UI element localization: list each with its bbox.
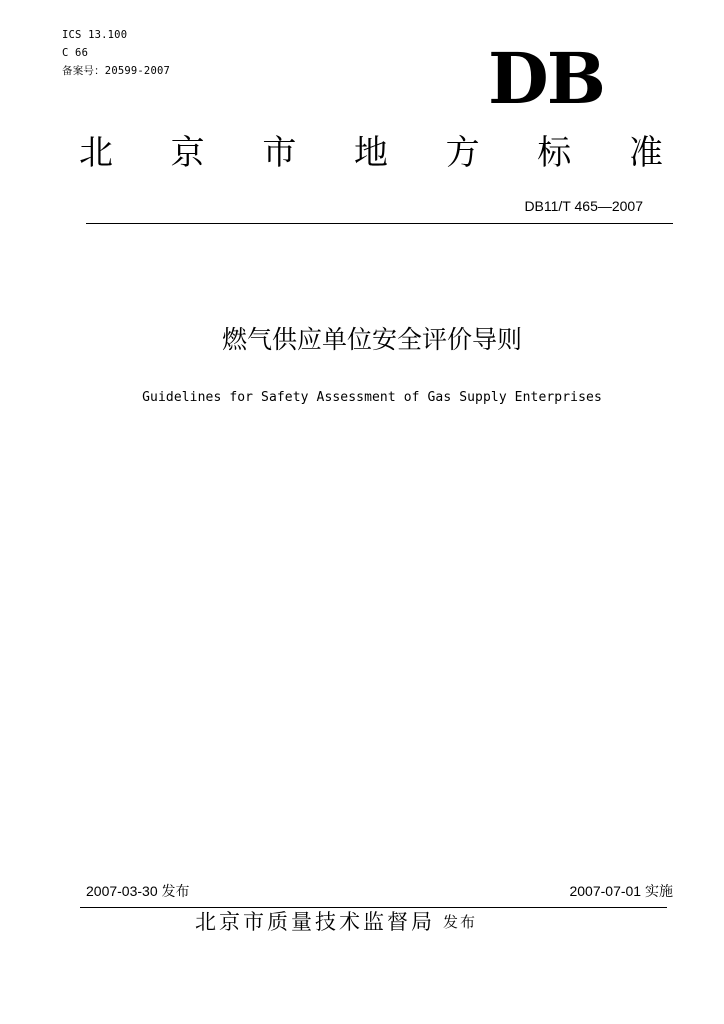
ics-code: ICS 13.100 (62, 29, 128, 41)
standard-type-title (76, 128, 666, 178)
issued-label: 发布 (443, 913, 478, 931)
standard-title-char: 准 (628, 133, 663, 173)
standard-title-char: 市 (262, 133, 297, 173)
issuer-line (195, 906, 477, 938)
issuing-authority: 北京市质量技术监督局 (195, 910, 435, 934)
filing-number: 备案号：20599-2007 (62, 65, 171, 77)
standard-title-char: 标 (537, 133, 572, 173)
ccs-code: C 66 (62, 47, 89, 59)
standard-title-char: 地 (353, 133, 388, 173)
standard-number: DB11/T 465—2007 (524, 198, 643, 214)
header-divider (86, 223, 673, 224)
issue-date: 2007-03-30 发布 (86, 883, 190, 899)
document-title-chinese: 燃气供应单位安全评价导则 (221, 325, 522, 354)
standard-title-char: 方 (445, 133, 480, 173)
standard-title-char: 京 (170, 133, 205, 173)
document-title-english: Guidelines for Safety Assessment of Gas Supply Enterprises (142, 390, 602, 405)
implementation-date: 2007-07-01 实施 (569, 883, 673, 899)
db-logo: DB (488, 37, 604, 120)
standard-title-char: 北 (79, 133, 113, 173)
